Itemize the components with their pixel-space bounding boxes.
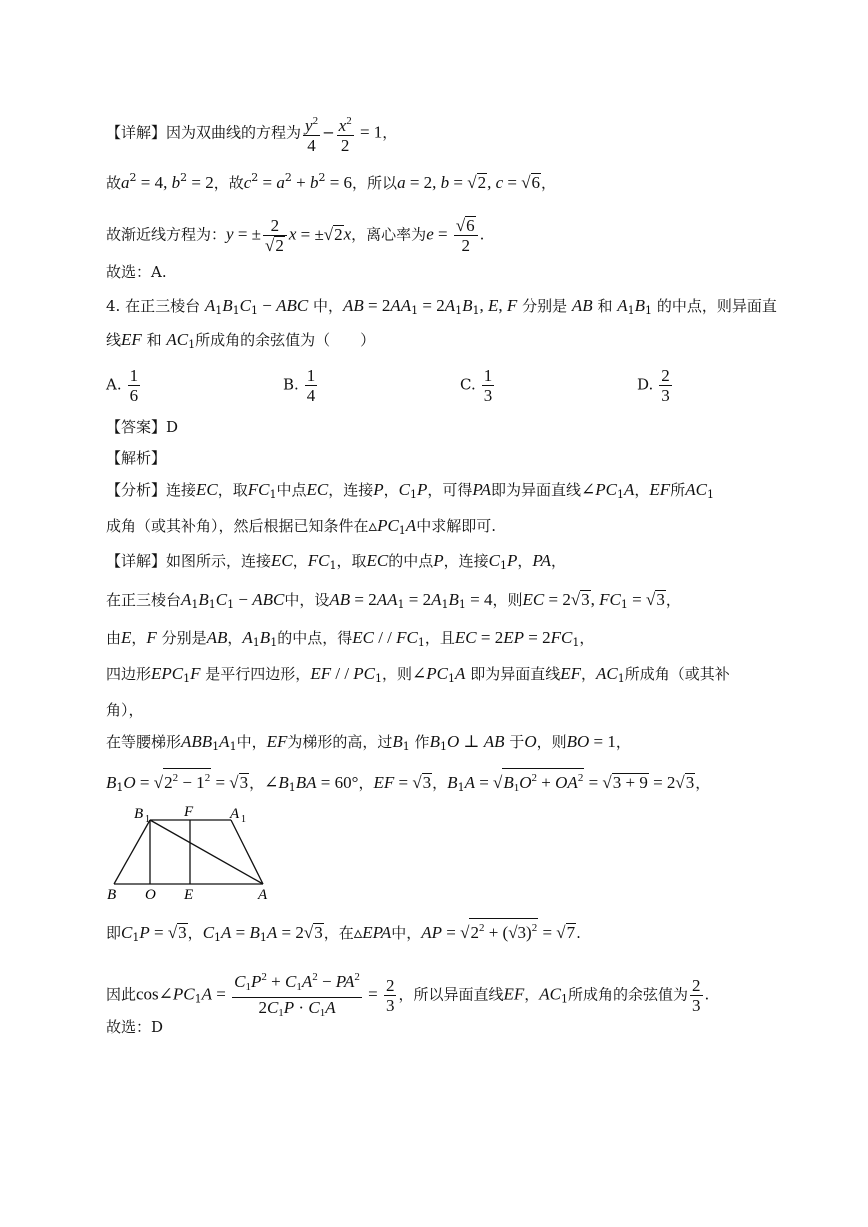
edge-B-B1	[114, 820, 150, 884]
text: ，连接	[443, 552, 489, 570]
option-label: A.	[106, 375, 122, 394]
text: 成角（或其补角），然后根据已知条件在	[106, 517, 369, 535]
text: 所成角（或其补	[624, 665, 730, 683]
label-A: A	[258, 887, 268, 900]
text: ，连接	[328, 481, 374, 499]
text: 于	[509, 733, 525, 751]
text: 由	[106, 629, 122, 647]
text: ，在	[323, 924, 354, 942]
label-A1-sub: 1	[241, 814, 246, 825]
text: ，且	[424, 629, 455, 647]
choose-a: 故选：A.	[106, 263, 167, 281]
option-label: C.	[460, 375, 476, 394]
fraction: $\frac{1}{4}$	[306, 366, 316, 405]
option-b	[283, 366, 319, 405]
text: 中，设	[284, 591, 330, 609]
xiangjie-line5: 角），	[106, 701, 144, 719]
text: 【详解】如图所示，连接	[106, 552, 272, 570]
analysis-label: 【解析】	[106, 449, 167, 467]
option-a	[106, 366, 142, 405]
label-B: B	[107, 887, 117, 900]
fenxi-line2: 成角（或其补角），然后根据已知条件在$▵PC_1A$中求解即可.	[106, 516, 496, 537]
text: 故	[106, 174, 122, 192]
xiangjie-line2: 在正三棱台$A_1B_1C_1$ − ABC中，设AB = $2AA_1 = 2A_1B_1 = 4$，则EC = 2√3, $FC_1 = √3$，	[106, 590, 681, 611]
text: 因此	[106, 985, 137, 1004]
text: .	[704, 985, 710, 1004]
text: ，则	[382, 665, 413, 683]
text: ，	[517, 552, 533, 570]
answer-label: 【答案】D	[106, 418, 179, 436]
question-4-line2: 线EF 和 $AC_1$所成角的余弦值为（ ）	[106, 330, 376, 351]
text: 线	[106, 331, 122, 349]
fraction: $\frac{√6}{2}$	[454, 216, 478, 255]
fraction: $\frac{2}{3}$	[661, 366, 670, 405]
text: ，取	[217, 481, 248, 499]
text: 【分析】连接	[106, 481, 197, 499]
text: ，	[292, 552, 308, 570]
text: 中点	[276, 481, 307, 499]
text: ，	[551, 552, 567, 570]
xiangjie-line6: 在等腰梯形$ABB_1A_1$中，EF为梯形的高，过$B_1$ 作$B_1O$ ⊥ AB 于O，则BO = 1，	[106, 732, 631, 753]
detail-line-asymptote: 故渐近线方程为：y = ± $\frac{2}{√2}$ x = ±√2x，离心率为e = $\frac{√6}{2}$ .	[106, 216, 485, 255]
text: ，	[581, 665, 597, 683]
fraction: $\frac{2}{3}$	[385, 976, 395, 1015]
text: ，	[615, 733, 631, 751]
label-A1: A	[230, 806, 240, 822]
text: ，	[541, 174, 557, 192]
text: 分别是	[161, 629, 207, 647]
text: 作	[414, 733, 430, 751]
text: 即为异面直线	[491, 481, 582, 499]
text: 即	[106, 924, 122, 942]
xiangjie-line4: 四边形$EPC_1F$ 是平行四边形，EF / / $PC_1$，则$\angle PC_1A$ 即为异面直线EF，$AC_1$所成角（或其补	[106, 664, 730, 685]
detail-line-hyperbola: 【详解】因为双曲线的方程为 $\frac{y^2}{4}$ − $\frac{x^2}{2}$ = 1，	[106, 112, 397, 155]
text: ，则	[492, 591, 523, 609]
text: 【详解】因为双曲线的方程为	[106, 123, 302, 142]
text: 是平行四边形，	[205, 665, 311, 683]
text: 分别是	[522, 297, 568, 315]
text: 中，	[312, 297, 343, 315]
text: ，	[634, 481, 650, 499]
text: ，则	[536, 733, 567, 751]
text: 和	[597, 297, 613, 315]
text: ，	[187, 924, 203, 942]
option-label: D.	[637, 375, 654, 394]
label-B1-sub: 1	[145, 814, 150, 825]
xiangjie-line3: 由E，F 分别是AB，$A_1B_1$的中点，得EC / / $FC_1$，且EC = $2EP = 2FC_1$，	[106, 628, 595, 649]
option-c	[460, 366, 496, 405]
text: .	[576, 924, 581, 942]
fenxi-line1: 【分析】连接EC，取$FC_1$中点EC，连接P，$C_1P$，可得PA即为异面直线$\angle PC_1A$，EF所$AC_1$	[106, 480, 714, 501]
text: ，	[227, 629, 243, 647]
text: 即为异面直线	[470, 665, 561, 683]
diagonal-B1-A	[150, 820, 263, 884]
fraction: $\frac{y^2}{4}$	[303, 112, 320, 155]
fraction: $\frac{2}{√2}$	[263, 216, 287, 255]
text: 4. 在正三棱台	[106, 297, 201, 315]
text: 的中点，则异面直	[656, 297, 777, 315]
text: ，所以异面直线	[398, 985, 504, 1004]
text: 故渐近线方程为：	[106, 225, 227, 244]
text: ，	[382, 123, 398, 142]
text: .	[479, 225, 485, 244]
option-label: B.	[283, 375, 299, 394]
text: 在正三棱台	[106, 591, 182, 609]
xiangjie-line9: 因此$\cos\angle PC_1A$ = $\frac{C_1P^2 + C_1A^2 - PA^2}{2C_1P \cdot C_1A}$ = $\frac{2}{3}$ ，所以异面直线EF，$AC_1$所成角的余弦值为 $\frac{2}{3}$ .	[106, 968, 709, 1023]
text: ，故	[213, 174, 244, 192]
text: 和	[146, 331, 162, 349]
text: ，	[131, 629, 147, 647]
xiangjie-line8: 即$C_1P = √3$，$C_1A = B_1A = 2√3$，在▵EPA中，AP = $√2^2 + (√3)^2 = √7$.	[106, 918, 581, 948]
text: ，	[665, 591, 681, 609]
fraction: $\frac{1}{3}$	[483, 366, 493, 405]
text: 的中点	[388, 552, 434, 570]
text: 所成角的余弦值为（ ）	[195, 331, 376, 349]
label-B1: B	[134, 806, 144, 822]
text: ，所以	[352, 174, 398, 192]
xiangjie-line1: 【详解】如图所示，连接EC，$FC_1$，取EC的中点P，连接$C_1P$，PA，	[106, 551, 567, 572]
fraction: $\frac{1}{6}$	[129, 366, 139, 405]
label-O: O	[145, 887, 156, 900]
text: 的中点，得	[277, 629, 353, 647]
xiangjie-line7: $B_1O = √2^2 - 1^2 = √3$，$\angle B_1BA = 60^\circ$，EF = √3，$B_1A = √B_1O^2 + OA^2 = √3 + 9 = 2√3$，	[106, 768, 710, 798]
fraction: $\frac{x^2}{2}$	[337, 112, 354, 155]
text: ，取	[336, 552, 367, 570]
fraction: $\frac{C_1P^2 + C_1A^2 - PA^2}{2C_1P \cdot C_1A}$	[232, 968, 362, 1023]
text: 所成角的余弦值为	[568, 985, 689, 1004]
text: 为梯形的高，过	[287, 733, 393, 751]
text: 中求解即可.	[416, 517, 496, 535]
text: 所	[670, 481, 686, 499]
choose-d: 故选：D	[106, 1018, 164, 1036]
label-F: F	[184, 804, 194, 820]
text: ，	[383, 481, 399, 499]
question-4-line1: 4. 在正三棱台 $A_1B_1C_1$ − ABC 中，AB = $2AA_1 = 2A_1B_1$, E, F 分别是 AB 和 $A_1B_1$ 的中点，则异面直	[106, 296, 777, 317]
text: ，	[579, 629, 595, 647]
text: 中，	[391, 924, 422, 942]
fraction: $\frac{2}{3}$	[692, 976, 701, 1015]
label-E: E	[184, 887, 194, 900]
text: 四边形	[106, 665, 152, 683]
text: 中，	[236, 733, 267, 751]
text: ，离心率为	[351, 225, 427, 244]
text: ，可得	[427, 481, 473, 499]
option-d	[637, 366, 674, 405]
trapezoid-figure	[104, 804, 284, 900]
detail-line-abc: 故$a^2 = 4$, $b^2 = 2$，故$c^2 = a^2 + b^2 = 6$，所以a = 2, b = √2, c = √6，	[106, 171, 557, 192]
text: ，	[524, 985, 540, 1004]
text: 在等腰梯形	[106, 733, 182, 751]
